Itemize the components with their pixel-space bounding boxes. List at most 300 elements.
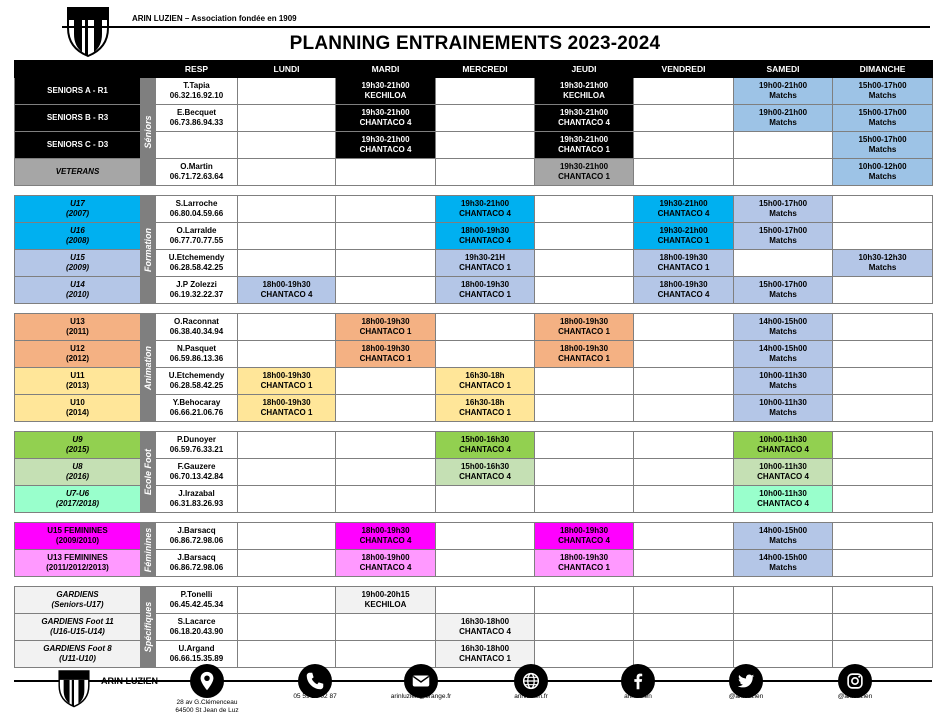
responsible-phone: 06.45.42.45.34 <box>169 600 224 609</box>
slot-time: 19h30-21h00 <box>559 135 609 144</box>
slot-lundi <box>238 523 336 550</box>
responsible-phone: 06.32.16.92.10 <box>169 91 224 100</box>
responsible-contact <box>156 587 238 614</box>
team-name <box>15 78 141 105</box>
page-title: PLANNING ENTRAINEMENTS 2023-2024 <box>289 33 661 54</box>
slot-place: CHANTACO 4 <box>459 236 511 245</box>
slot-time: 15h00-17h00 <box>858 108 907 117</box>
responsible-phone: 06.28.58.42.25 <box>169 263 224 272</box>
slot-mardi <box>336 614 436 641</box>
slot-time: 15h00-17h00 <box>758 226 808 235</box>
slot-dimanche <box>833 395 933 422</box>
team-name-line: U12 <box>70 344 85 353</box>
slot-jeudi <box>535 368 634 395</box>
slot-time: 10h00-11h30 <box>759 462 807 471</box>
slot-place: CHANTACO 1 <box>459 263 511 272</box>
slot-time: 16h30-18h00 <box>460 644 510 653</box>
team-name-line: (2017/2018) <box>55 499 100 508</box>
team-name-line: (2011) <box>66 327 89 336</box>
slot-vendredi <box>634 368 734 395</box>
team-name-line: U8 <box>72 462 83 471</box>
slot-jeudi <box>535 341 634 368</box>
section-label-text: Formation <box>143 227 153 272</box>
slot-jeudi <box>535 196 634 223</box>
slot-lundi <box>238 250 336 277</box>
responsible-name: E.Becquet <box>176 108 217 117</box>
section-label-text: Spécifiques <box>143 601 153 653</box>
team-name <box>15 550 141 577</box>
slot-samedi <box>734 250 833 277</box>
slot-mercredi <box>436 105 535 132</box>
slot-lundi <box>238 641 336 668</box>
responsible-name: O.Raconnat <box>174 317 219 326</box>
slot-samedi <box>734 587 833 614</box>
slot-place: CHANTACO 1 <box>558 354 610 363</box>
slot-dimanche <box>833 132 933 159</box>
footer-facebook: arinluzien <box>624 693 652 700</box>
slot-mardi <box>336 459 436 486</box>
slot-lundi <box>238 277 336 304</box>
slot-lundi <box>238 132 336 159</box>
responsible-contact <box>156 277 238 304</box>
team-name <box>15 314 141 341</box>
section-label-text: Féminines <box>143 527 153 572</box>
team-name-line: (Seniors-U17) <box>51 600 104 609</box>
slot-mercredi <box>436 196 535 223</box>
section-gap <box>15 577 933 587</box>
slot-dimanche <box>833 587 933 614</box>
team-name <box>15 368 141 395</box>
responsible-contact <box>156 459 238 486</box>
slot-jeudi <box>535 587 634 614</box>
section-label <box>141 314 156 422</box>
slot-vendredi <box>634 223 734 250</box>
slot-samedi <box>734 78 833 105</box>
footer-website: arinluzien.fr <box>514 693 548 700</box>
slot-samedi <box>734 459 833 486</box>
team-name-line: (2009/2010) <box>55 536 100 545</box>
slot-jeudi <box>535 132 634 159</box>
responsible-phone: 06.77.70.77.55 <box>169 236 224 245</box>
footer-email: arinluzien@orange.fr <box>390 693 452 700</box>
team-name-line: VETERANS <box>55 167 100 176</box>
slot-time: 18h00-19h30 <box>262 371 311 380</box>
slot-time: 19h30-21h00 <box>559 108 609 117</box>
slot-place: Matchs <box>769 290 797 299</box>
team-name-line: (2008) <box>65 236 90 245</box>
slot-time: 19h30-21h00 <box>559 162 609 171</box>
gap-cell <box>15 304 933 314</box>
gap-cell <box>15 513 933 523</box>
slot-place: CHANTACO 1 <box>558 145 610 154</box>
column-header-dimanche: DIMANCHE <box>833 61 933 78</box>
slot-place: CHANTACO 1 <box>459 408 511 417</box>
slot-mercredi <box>436 159 535 186</box>
responsible-name: S.Larroche <box>175 199 218 208</box>
section-gap <box>15 513 933 523</box>
slot-place: CHANTACO 1 <box>359 327 412 336</box>
slot-place: CHANTACO 4 <box>459 209 511 218</box>
responsible-name: J.Irazabal <box>178 489 215 498</box>
responsible-contact <box>156 523 238 550</box>
section-gap <box>15 304 933 314</box>
slot-vendredi <box>634 395 734 422</box>
slot-dimanche <box>833 486 933 513</box>
slot-samedi <box>734 105 833 132</box>
slot-place: CHANTACO 1 <box>459 654 511 663</box>
slot-mercredi <box>436 432 535 459</box>
slot-time: 19h00-20h15 <box>361 590 410 599</box>
header-corner <box>15 61 156 78</box>
slot-samedi <box>734 432 833 459</box>
team-name <box>15 341 141 368</box>
slot-time: 16h30-18h <box>465 398 505 407</box>
slot-dimanche <box>833 250 933 277</box>
slot-samedi <box>734 341 833 368</box>
slot-lundi <box>238 486 336 513</box>
slot-time: 14h00-15h00 <box>758 553 808 562</box>
club-logo-bottom <box>56 668 92 708</box>
slot-place: CHANTACO 4 <box>757 445 809 454</box>
slot-vendredi <box>634 159 734 186</box>
team-name-line: (2011/2012/2013) <box>46 563 109 572</box>
slot-time: 18h00-19h30 <box>460 226 510 235</box>
slot-dimanche <box>833 105 933 132</box>
slot-place: Matchs <box>769 236 797 245</box>
column-header-resp: RESP <box>156 61 238 78</box>
team-name-line: U13 FEMININES <box>47 553 108 562</box>
slot-jeudi <box>535 105 634 132</box>
slot-mercredi <box>436 277 535 304</box>
responsible-phone: 06.73.86.94.33 <box>169 118 224 127</box>
team-name-line: U15 <box>70 253 85 262</box>
team-name <box>15 277 141 304</box>
section-label <box>141 432 156 513</box>
slot-place: Matchs <box>769 536 797 545</box>
slot-time: 19h30-21h00 <box>659 226 708 235</box>
slot-jeudi <box>535 486 634 513</box>
slot-time: 18h00-19h30 <box>262 398 311 407</box>
slot-lundi <box>238 432 336 459</box>
footer-address: 28 av G.Clémenceau 64500 St Jean de Luz <box>175 699 239 714</box>
responsible-contact <box>156 486 238 513</box>
slot-place: KECHILOA <box>563 91 605 100</box>
slot-place: CHANTACO 4 <box>359 145 412 154</box>
slot-time: 10h00-11h30 <box>759 398 807 407</box>
slot-place: CHANTACO 1 <box>459 381 511 390</box>
team-name-line: SENIORS A - R1 <box>47 86 108 95</box>
responsible-contact <box>156 641 238 668</box>
slot-place: CHANTACO 1 <box>459 290 511 299</box>
team-name <box>15 614 141 641</box>
slot-place: Matchs <box>769 354 797 363</box>
slot-samedi <box>734 314 833 341</box>
slot-vendredi <box>634 486 734 513</box>
slot-samedi <box>734 196 833 223</box>
responsible-name: N.Pasquet <box>176 344 217 353</box>
slot-jeudi <box>535 432 634 459</box>
slot-time: 14h00-15h00 <box>758 526 808 535</box>
responsible-phone: 06.38.40.34.94 <box>169 327 224 336</box>
slot-samedi <box>734 132 833 159</box>
slot-dimanche <box>833 459 933 486</box>
responsible-contact <box>156 432 238 459</box>
slot-time: 19h00-21h00 <box>758 81 808 90</box>
team-name-line: (2015) <box>65 445 90 454</box>
column-header-vendredi: VENDREDI <box>634 61 734 78</box>
section-label-text: Ecole Foot <box>143 448 153 496</box>
slot-time: 18h00-19h30 <box>361 344 410 353</box>
team-name <box>15 223 141 250</box>
slot-vendredi <box>634 587 734 614</box>
slot-place: KECHILOA <box>364 91 407 100</box>
slot-vendredi <box>634 250 734 277</box>
responsible-phone: 06.31.83.26.93 <box>169 499 224 508</box>
slot-jeudi <box>535 250 634 277</box>
header-row <box>15 61 933 78</box>
responsible-contact <box>156 196 238 223</box>
slot-lundi <box>238 459 336 486</box>
slot-lundi <box>238 395 336 422</box>
slot-vendredi <box>634 105 734 132</box>
responsible-contact <box>156 78 238 105</box>
slot-vendredi <box>634 78 734 105</box>
slot-dimanche <box>833 159 933 186</box>
team-name <box>15 159 141 186</box>
slot-mardi <box>336 432 436 459</box>
slot-place: Matchs <box>769 381 797 390</box>
responsible-name: S.Lacarce <box>177 617 216 626</box>
slot-place: Matchs <box>868 145 897 154</box>
slot-mardi <box>336 486 436 513</box>
team-name-line: (U16-U15-U14) <box>50 627 105 636</box>
slot-time: 10h00-11h30 <box>759 435 807 444</box>
team-name-line: (2016) <box>65 472 90 481</box>
slot-dimanche <box>833 277 933 304</box>
slot-lundi <box>238 223 336 250</box>
responsible-name: J.Barsacq <box>177 553 216 562</box>
responsible-name: T.Tapia <box>183 81 210 90</box>
slot-place: Matchs <box>769 209 797 218</box>
team-name <box>15 641 141 668</box>
responsible-phone: 06.59.76.33.21 <box>169 445 224 454</box>
slot-vendredi <box>634 132 734 159</box>
team-name-line: (2007) <box>65 209 90 218</box>
team-name-line: GARDIENS Foot 8 <box>43 644 112 653</box>
slot-samedi <box>734 486 833 513</box>
team-name-line: U17 <box>70 199 85 208</box>
slot-dimanche <box>833 641 933 668</box>
section-label-text: Animation <box>143 345 153 390</box>
slot-dimanche <box>833 314 933 341</box>
team-name-line: (2013) <box>65 381 90 390</box>
slot-mercredi <box>436 587 535 614</box>
slot-place: CHANTACO 4 <box>657 290 710 299</box>
team-name-line: (2012) <box>65 354 90 363</box>
slot-jeudi <box>535 614 634 641</box>
slot-lundi <box>238 587 336 614</box>
responsible-contact <box>156 105 238 132</box>
responsible-name: P.Tonelli <box>180 590 213 599</box>
slot-lundi <box>238 314 336 341</box>
gap-cell <box>15 577 933 587</box>
slot-place: Matchs <box>769 118 797 127</box>
slot-time: 19h30-21h00 <box>460 199 510 208</box>
slot-vendredi <box>634 341 734 368</box>
slot-mardi <box>336 368 436 395</box>
slot-vendredi <box>634 523 734 550</box>
slot-time: 18h00-19h30 <box>559 344 609 353</box>
slot-mardi <box>336 277 436 304</box>
slot-lundi <box>238 341 336 368</box>
slot-mercredi <box>436 368 535 395</box>
responsible-phone: 06.66.21.06.76 <box>169 408 224 417</box>
team-name <box>15 132 141 159</box>
slot-vendredi <box>634 432 734 459</box>
slot-jeudi <box>535 314 634 341</box>
column-header-jeudi: JEUDI <box>535 61 634 78</box>
slot-vendredi <box>634 614 734 641</box>
responsible-name: U.Argand <box>178 644 215 653</box>
team-name-line: U10 <box>70 398 85 407</box>
slot-place: Matchs <box>769 327 797 336</box>
club-logo-top <box>64 4 112 58</box>
slot-jeudi <box>535 459 634 486</box>
slot-mardi <box>336 196 436 223</box>
section-gap <box>15 422 933 432</box>
slot-vendredi <box>634 277 734 304</box>
slot-samedi <box>734 368 833 395</box>
slot-mercredi <box>436 250 535 277</box>
team-name-line: (2014) <box>65 408 90 417</box>
slot-place: CHANTACO 1 <box>558 172 610 181</box>
slot-mardi <box>336 105 436 132</box>
slot-place: Matchs <box>868 91 897 100</box>
slot-mardi <box>336 314 436 341</box>
table-row <box>15 78 933 105</box>
slot-samedi <box>734 159 833 186</box>
team-name-line: U13 <box>70 317 85 326</box>
slot-vendredi <box>634 459 734 486</box>
slot-place: CHANTACO 4 <box>359 536 412 545</box>
slot-mercredi <box>436 641 535 668</box>
slot-lundi <box>238 159 336 186</box>
table-row <box>15 587 933 614</box>
team-name <box>15 523 141 550</box>
section-label <box>141 78 156 186</box>
table-row <box>15 432 933 459</box>
responsible-contact <box>156 314 238 341</box>
slot-mardi <box>336 159 436 186</box>
footer-instagram: @arinluzien <box>837 693 873 700</box>
slot-place: Matchs <box>868 263 897 272</box>
slot-lundi <box>238 368 336 395</box>
slot-jeudi <box>535 395 634 422</box>
slot-jeudi <box>535 550 634 577</box>
section-label <box>141 587 156 668</box>
slot-mardi <box>336 223 436 250</box>
team-name <box>15 395 141 422</box>
slot-time: 15h00-17h00 <box>858 135 907 144</box>
slot-time: 19h30-21H <box>464 253 506 262</box>
slot-place: CHANTACO 1 <box>558 563 610 572</box>
slot-mercredi <box>436 395 535 422</box>
slot-vendredi <box>634 641 734 668</box>
slot-time: 16h30-18h00 <box>460 617 510 626</box>
slot-dimanche <box>833 78 933 105</box>
responsible-phone: 06.19.32.22.37 <box>169 290 224 299</box>
slot-place: Matchs <box>769 91 797 100</box>
slot-place: Matchs <box>769 563 797 572</box>
slot-jeudi <box>535 78 634 105</box>
slot-vendredi <box>634 196 734 223</box>
slot-mercredi <box>436 341 535 368</box>
slot-dimanche <box>833 523 933 550</box>
footer-twitter: @arinluzien <box>728 693 764 700</box>
slot-time: 14h00-15h00 <box>758 317 808 326</box>
slot-place: CHANTACO 4 <box>757 472 809 481</box>
slot-mercredi <box>436 550 535 577</box>
training-schedule-table <box>14 60 933 668</box>
slot-time: 10h00-11h30 <box>759 371 807 380</box>
slot-time: 15h00-17h00 <box>758 199 808 208</box>
responsible-contact <box>156 159 238 186</box>
team-name <box>15 196 141 223</box>
responsible-name: O.Larralde <box>176 226 217 235</box>
column-header-mercredi: MERCREDI <box>436 61 535 78</box>
slot-time: 18h00-19h30 <box>559 317 609 326</box>
slot-place: CHANTACO 4 <box>558 536 610 545</box>
team-name <box>15 486 141 513</box>
slot-place: CHANTACO 1 <box>260 381 313 390</box>
slot-place: CHANTACO 1 <box>260 408 313 417</box>
team-name-line: U16 <box>70 226 85 235</box>
slot-place: CHANTACO 1 <box>558 327 610 336</box>
responsible-contact <box>156 395 238 422</box>
table-row <box>15 314 933 341</box>
slot-samedi <box>734 523 833 550</box>
responsible-name: J.Barsacq <box>177 526 216 535</box>
slot-lundi <box>238 550 336 577</box>
responsible-phone: 06.70.13.42.84 <box>169 472 224 481</box>
slot-jeudi <box>535 523 634 550</box>
gap-cell <box>15 186 933 196</box>
slot-place: CHANTACO 4 <box>459 627 511 636</box>
slot-mercredi <box>436 459 535 486</box>
responsible-name: O.Martin <box>180 162 213 171</box>
table-row <box>15 196 933 223</box>
slot-dimanche <box>833 368 933 395</box>
gap-cell <box>15 422 933 432</box>
slot-time: 18h00-19h30 <box>262 280 311 289</box>
slot-time: 19h30-21h00 <box>559 81 609 90</box>
section-gap <box>15 186 933 196</box>
responsible-contact <box>156 223 238 250</box>
slot-lundi <box>238 78 336 105</box>
slot-jeudi <box>535 641 634 668</box>
section-label-text: Séniors <box>143 114 153 149</box>
slot-dimanche <box>833 341 933 368</box>
slot-lundi <box>238 105 336 132</box>
responsible-phone: 06.86.72.98.06 <box>169 536 224 545</box>
team-name <box>15 250 141 277</box>
slot-time: 18h00-19h30 <box>559 553 609 562</box>
slot-mercredi <box>436 614 535 641</box>
slot-time: 18h00-19h30 <box>460 280 510 289</box>
section-label <box>141 523 156 577</box>
slot-time: 16h30-18h <box>465 371 505 380</box>
slot-dimanche <box>833 550 933 577</box>
